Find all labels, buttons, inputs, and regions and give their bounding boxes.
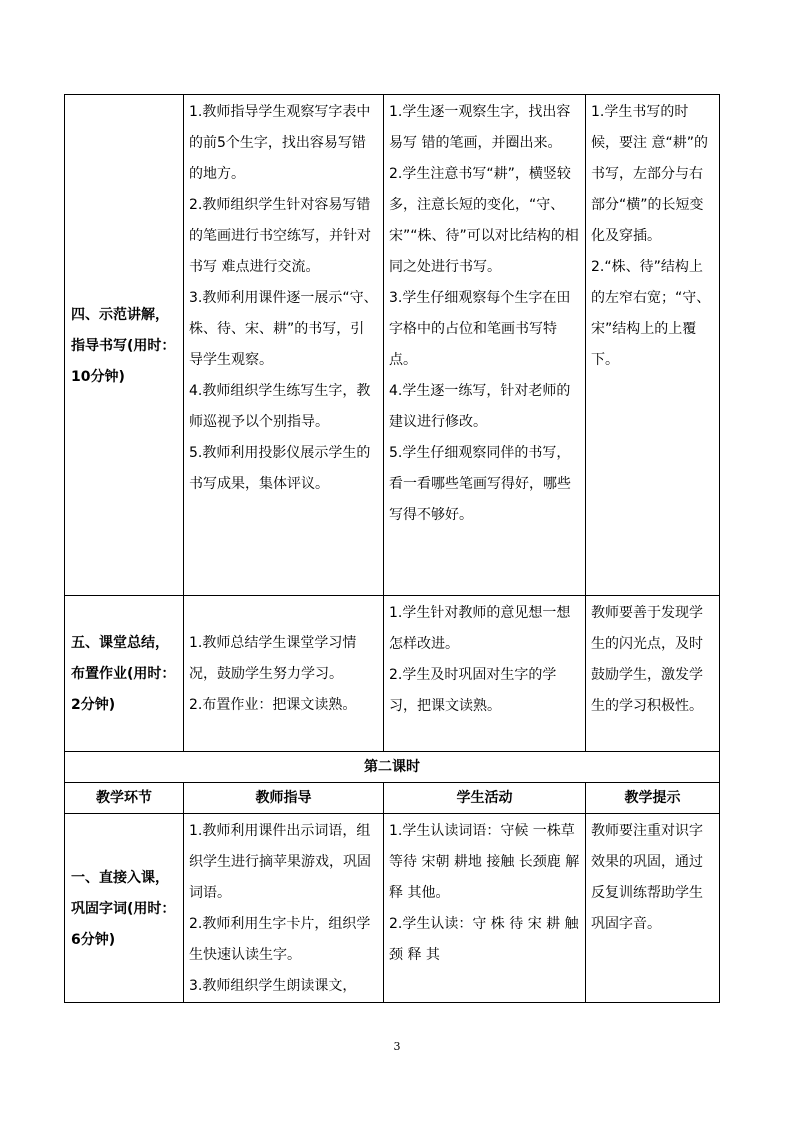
- section-row: [65, 752, 720, 783]
- table-row: [65, 814, 720, 1003]
- student-step: 2.学生及时巩固对生字的学习，把课文读熟。: [389, 667, 557, 714]
- student-step: 2.学生认读：守 株 待 宋 耕 触 颈 释 其: [389, 916, 579, 963]
- teacher-step: 3.教师组织学生朗读课文，: [189, 978, 357, 994]
- student-step: 4.学生逐一练写，针对老师的建议进行修改。: [389, 383, 571, 430]
- tip-text: 2.“株、待”结构上的左窄右宽；“守、宋”结构上的上覆下。: [591, 259, 711, 368]
- table-row: [65, 95, 720, 596]
- student-cell: [384, 596, 586, 752]
- tips-cell: [586, 596, 720, 752]
- teacher-step: 2.教师利用生字卡片，组织学生快速认读生字。: [189, 916, 371, 963]
- teacher-step: 1.教师利用课件出示词语，组织学生进行摘苹果游戏，巩固词语。: [189, 823, 371, 901]
- stage-label: 四、示范讲解，指导书写(用时：10分钟): [71, 306, 176, 385]
- teacher-step: 2.布置作业：把课文读熟。: [189, 697, 357, 713]
- student-step: 1.学生逐一观察生字，找出容易写 错的笔画，并圈出来。: [389, 104, 571, 151]
- header-student: 学生活动: [384, 783, 586, 814]
- student-cell: [384, 814, 586, 1003]
- teacher-step: 1.教师总结学生课堂学习情况，鼓励学生努力学习。: [189, 635, 357, 682]
- stage-label: 一、直接入课，巩固字词(用时：6分钟): [71, 869, 176, 948]
- stage-cell: [65, 95, 184, 596]
- teacher-cell: [184, 814, 384, 1003]
- student-step: 1.学生针对教师的意见想一想怎样改进。: [389, 605, 571, 652]
- student-step: 3.学生仔细观察每个生字在田字格中的占位和笔画书写特点。: [389, 290, 571, 368]
- lesson-plan-table: [64, 94, 720, 1003]
- header-row: [65, 783, 720, 814]
- student-step: 1.学生认读词语：守候 一株草 等待 宋朝 耕地 接触 长颈鹿 解释 其他。: [389, 823, 580, 901]
- section-title: 第二课时: [65, 752, 720, 783]
- table-row: [65, 596, 720, 752]
- tips-cell: [586, 95, 720, 596]
- header-stage: 教学环节: [65, 783, 184, 814]
- student-step: 5.学生仔细观察同伴的书写，看一看哪些笔画写得好，哪些写得不够好。: [389, 445, 571, 523]
- tip-text: 教师要注重对识字效果的巩固，通过反复训练帮助学生巩固字音。: [591, 823, 703, 932]
- teacher-cell: [184, 95, 384, 596]
- teacher-step: 1.教师指导学生观察写字表中的前5个生字，找出容易写错的地方。: [189, 104, 371, 182]
- tip-text: 教师要善于发现学生的闪光点，及时鼓励学生，激发学生的学习积极性。: [591, 605, 703, 714]
- page-number: 3: [393, 1040, 401, 1053]
- teacher-cell: [184, 596, 384, 752]
- stage-label: 五、课堂总结，布置作业(用时：2分钟): [71, 635, 176, 713]
- header-teacher: 教师指导: [184, 783, 384, 814]
- teacher-step: 5.教师利用投影仪展示学生的书写成果，集体评议。: [189, 445, 371, 492]
- teacher-step: 4.教师组织学生练写生字，教师巡视予以个别指导。: [189, 383, 371, 430]
- tips-cell: [586, 814, 720, 1003]
- student-cell: [384, 95, 586, 596]
- teacher-step: 2.教师组织学生针对容易写错的笔画进行书空练写，并针对书写 难点进行交流。: [189, 197, 371, 275]
- tip-text: 1.学生书写的时候，要注 意“耕”的书写，左部分与右部分“横”的长短变化及穿插。: [591, 104, 708, 244]
- stage-cell: [65, 814, 184, 1003]
- teacher-step: 3.教师利用课件逐一展示“守、株、待、宋、耕”的书写，引导学生观察。: [189, 290, 378, 368]
- stage-cell: [65, 596, 184, 752]
- header-tips: 教学提示: [586, 783, 720, 814]
- student-step: 2.学生注意书写“耕”，横竖较多，注意长短的变化，“守、宋”“株、待”可以对比结构的相同之处进行书写。: [389, 166, 579, 275]
